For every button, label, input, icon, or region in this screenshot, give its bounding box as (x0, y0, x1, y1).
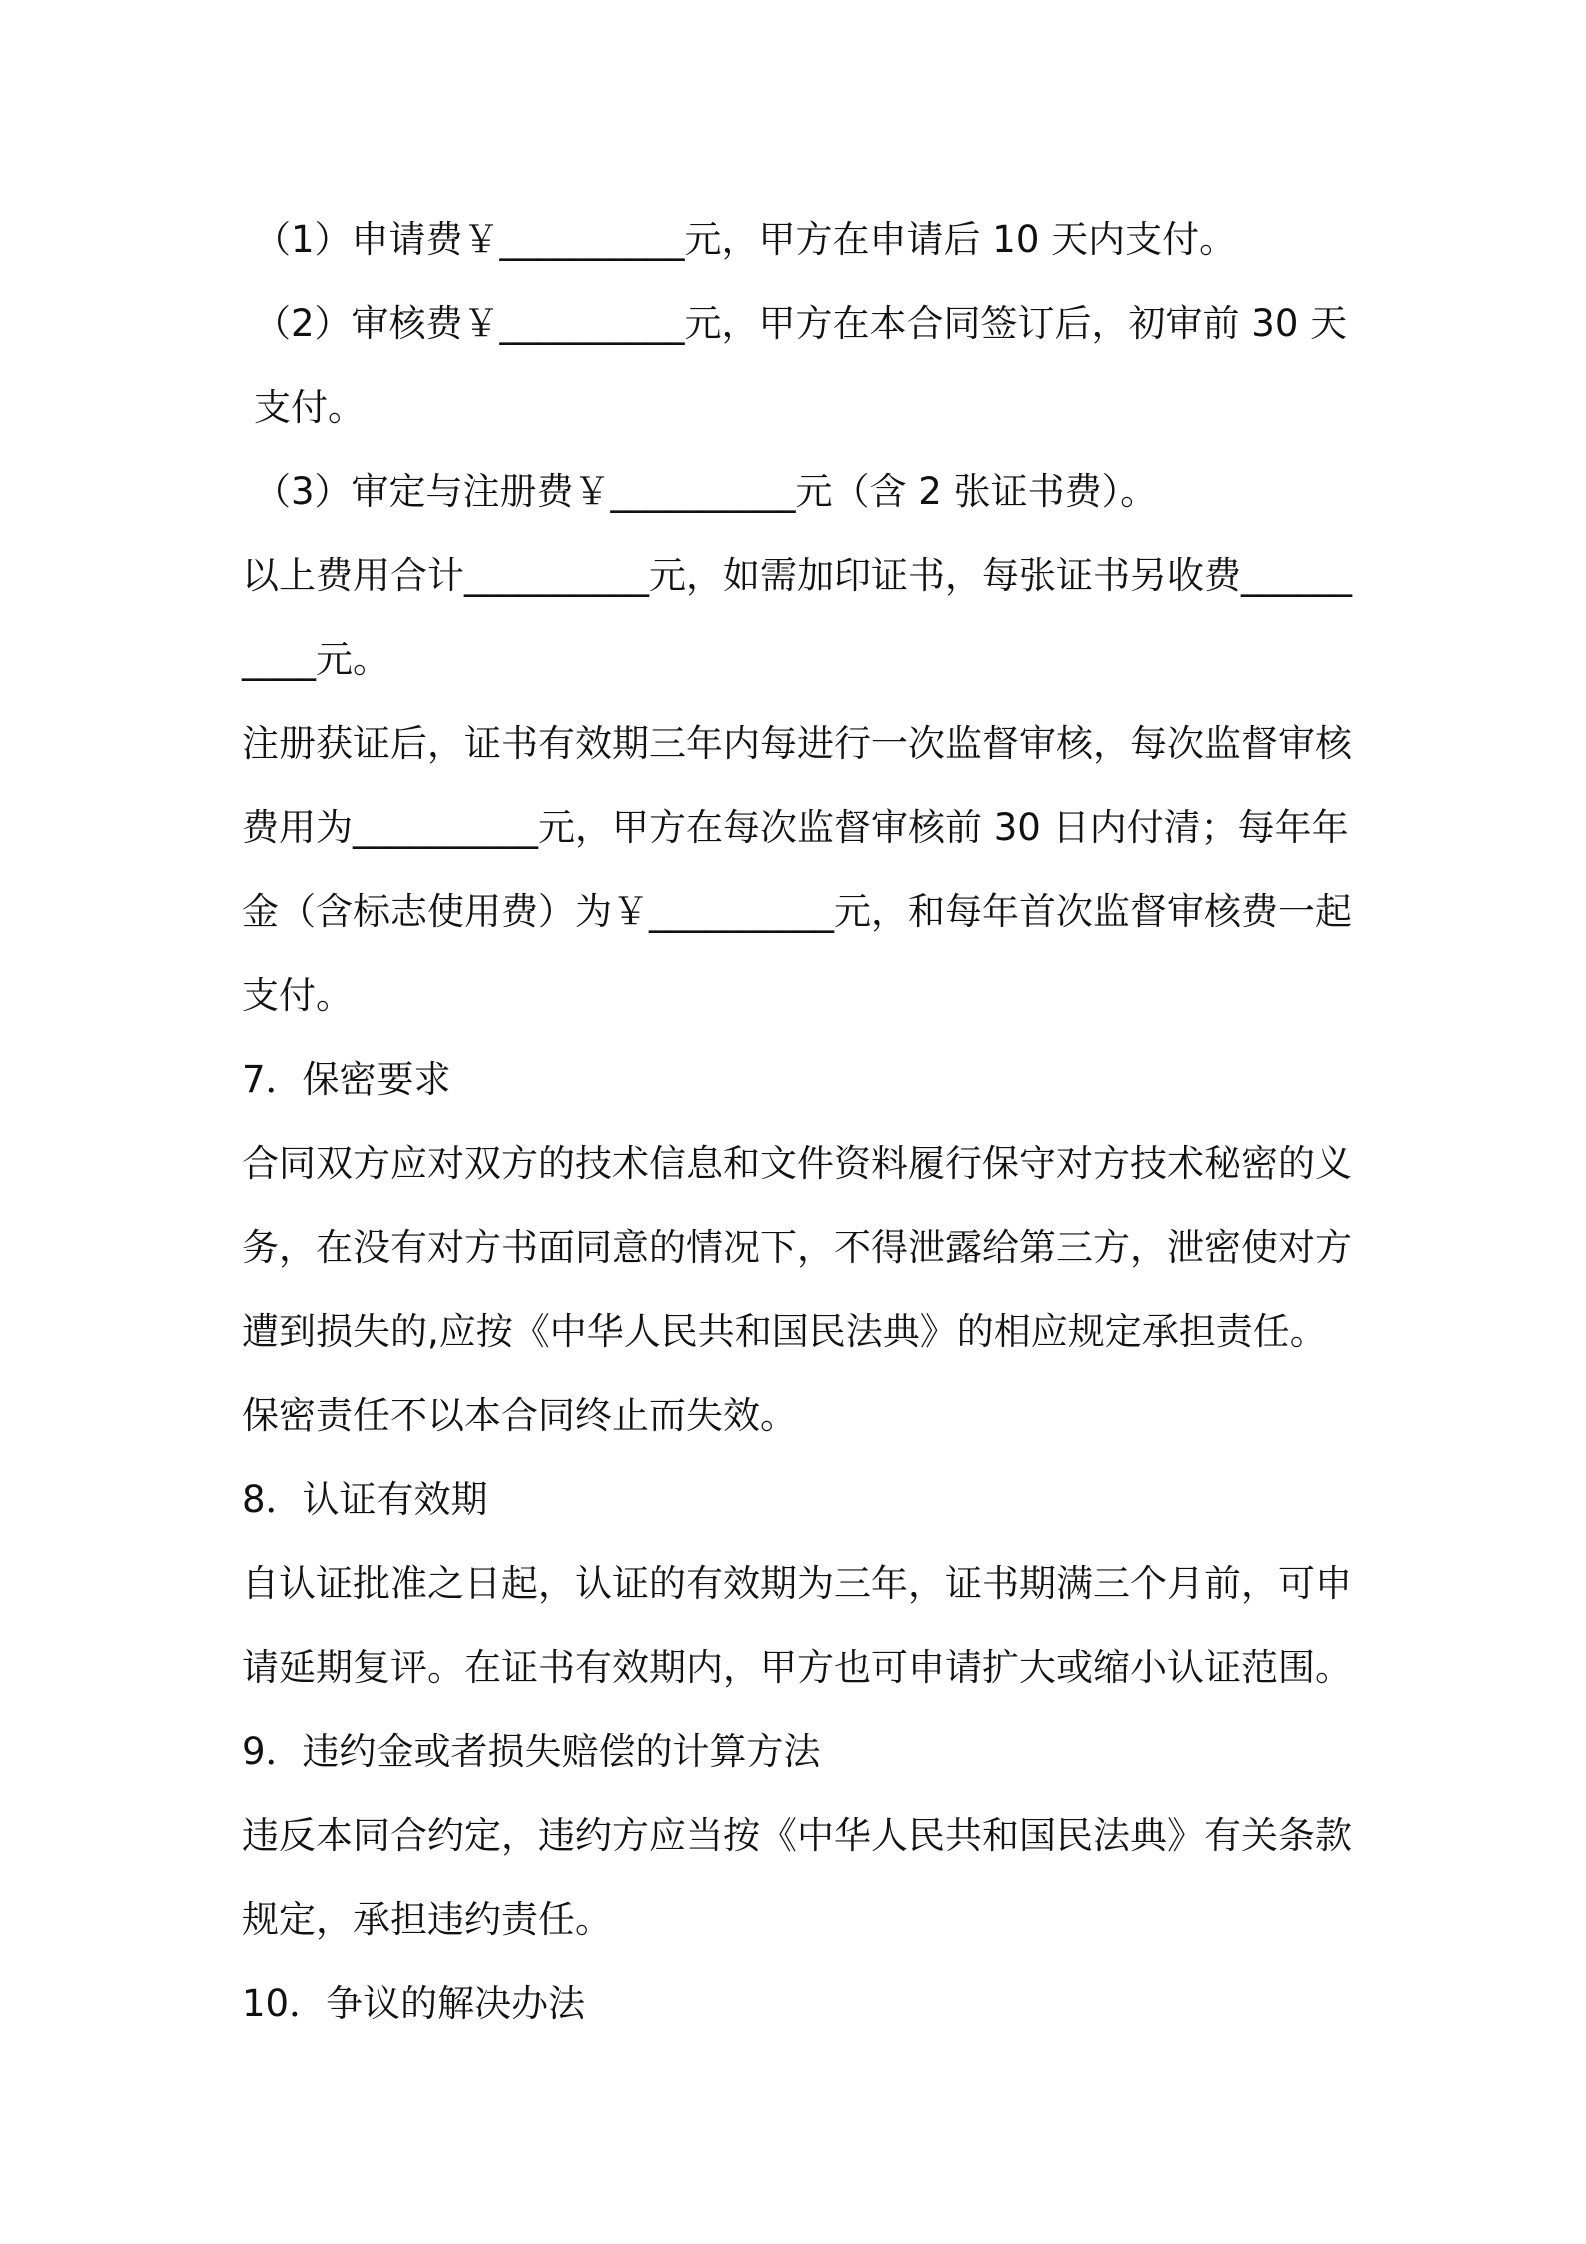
fee-total-paragraph: 以上费用合计__________元，如需加印证书，每张证书另收费__________元。 (242, 554, 1352, 681)
section-heading-validity: 8．认证有效期 (242, 1478, 488, 1521)
surveillance-fee-paragraph: 注册获证后，证书有效期三年内每进行一次监督审核，每次监督审核费用为__________元，甲方在每次监督审核前 30 日内付清；每年年金（含标志使用费）为￥__________元，和每年首次监督审核费一起支付。 (242, 722, 1352, 1017)
validity-paragraph: 自认证批准之日起，认证的有效期为三年，证书期满三个月前，可申请延期复评。在证书有效期内，甲方也可申请扩大或缩小认证范围。 (242, 1562, 1352, 1689)
penalty-paragraph: 违反本同合约定，违约方应当按《中华人民共和国民法典》有关条款规定，承担违约责任。 (242, 1814, 1352, 1941)
document-body (242, 198, 1362, 2046)
section-heading-penalty: 9．违约金或者损失赔偿的计算方法 (242, 1730, 821, 1773)
fee-item-audit: （2）审核费￥__________元，甲方在本合同签订后，初审前 30 天支付。 (254, 302, 1348, 429)
fee-item-application: （1）申请费￥__________元，甲方在申请后 10 天内支付。 (254, 218, 1237, 261)
confidentiality-paragraph: 合同双方应对双方的技术信息和文件资料履行保守对方技术秘密的义务，在没有对方书面同意的情况下，不得泄露给第三方，泄密使对方遭到损失的,应按《中华人民共和国民法典》的相应规定承担责任。保密责任不以本合同终止而失效。 (242, 1142, 1352, 1437)
fee-item-registration: （3）审定与注册费￥__________元（含 2 张证书费）。 (254, 470, 1158, 513)
section-heading-dispute: 10．争议的解决办法 (242, 1982, 586, 2025)
section-heading-confidentiality: 7．保密要求 (242, 1058, 451, 1101)
